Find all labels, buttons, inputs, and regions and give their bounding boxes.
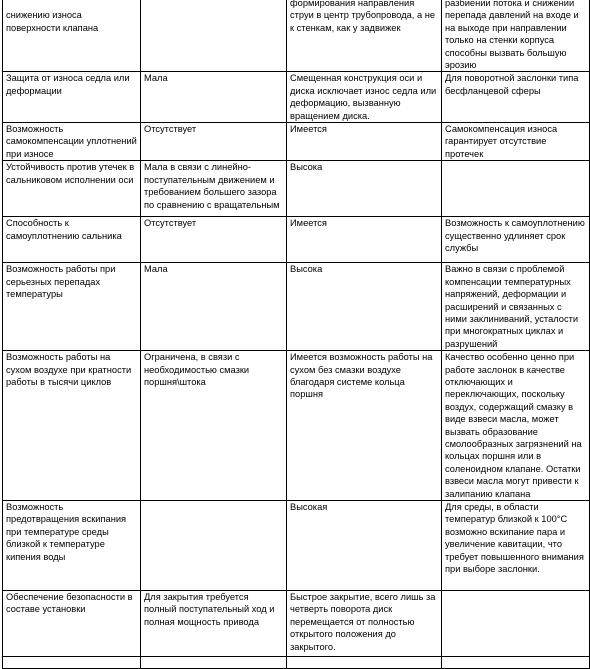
col4-cell: Для среды, в области температур близкой к 100°С возможно вскипание пара и увеличение кавитации, что требует повышенного внимания при выборе заслонки.: [442, 501, 590, 591]
table-row: [3, 72, 590, 123]
col2-cell: Ограничена, в связи с необходимостью смазки поршня\штока: [141, 351, 287, 501]
col4-cell: [442, 591, 590, 657]
table-row: [3, 351, 590, 501]
col4-cell: Важно в связи с проблемой компенсации температурных напряжений, деформации и расширений и связанных с ними заклиниваний, усталости при многократных циклах и разрушений: [442, 263, 590, 351]
col3-cell: Смещенная конструкция оси и диска исключает износ седла или деформацию, вызванную вращением диска.: [287, 72, 442, 123]
col4-cell: разбиении потока и снижении перепада давлений на входе и на выходе при направлении только на стенки корпуса способны вызвать большую эрозию: [442, 0, 590, 72]
table-row: [3, 591, 590, 657]
criterion-cell: Возможность работы при серьезных перепадах температуры: [3, 263, 141, 351]
col3-cell: Высока: [287, 161, 442, 217]
empty-cell: [141, 657, 287, 669]
criterion-cell: Возможность работы на сухом воздухе при кратности работы в тысячи циклов: [3, 351, 141, 501]
col2-cell: [141, 0, 287, 72]
col4-cell: Возможность к самоуплотнению существенно удлиняет срок службы: [442, 217, 590, 263]
table-body: [3, 0, 590, 669]
col4-cell: Для поворотной заслонки типа бесфланцевой сферы: [442, 72, 590, 123]
col3-cell: формирования направления струи в центр трубопровода, а не к стенкам, как у задвижек: [287, 0, 442, 72]
comparison-table: [2, 0, 590, 669]
col3-cell: Быстрое закрытие, всего лишь за четверть поворота диск перемещается от полностью открытого положения до закрытого.: [287, 591, 442, 657]
col3-cell: Имеется: [287, 217, 442, 263]
col4-cell: [442, 161, 590, 217]
col2-cell: [141, 501, 287, 591]
table-row: [3, 123, 590, 161]
table-row: [3, 0, 590, 72]
criterion-cell: Способность к самоуплотнению сальника: [3, 217, 141, 263]
col4-cell: Самокомпенсация износа гарантирует отсутствие протечек: [442, 123, 590, 161]
col2-cell: Мала: [141, 72, 287, 123]
table-row: [3, 501, 590, 591]
col2-cell: Отсутствует: [141, 217, 287, 263]
criterion-cell: Обеспечение безопасности в составе установки: [3, 591, 141, 657]
table-row: [3, 161, 590, 217]
col3-cell: Высока: [287, 263, 442, 351]
col3-cell: Высокая: [287, 501, 442, 591]
criterion-cell: снижению износа поверхности клапана: [3, 0, 141, 72]
col2-cell: Мала в связи с линейно-поступательным движением и требованием большего зазора по сравнению с вращательным: [141, 161, 287, 217]
criterion-cell: Защита от износа седла или деформации: [3, 72, 141, 123]
col4-cell: Качество особенно ценно при работе заслонок в качестве отключающих и переключающих, поскольку воздух, содержащий смазку в виде взвеси масла, может вызвать образование смолообразных загрязнений на кольцах поршня или в соленоидном клапане. Остатки взвеси масла могут привести к залипанию клапана: [442, 351, 590, 501]
col3-cell: Имеется возможность работы на сухом без смазки воздухе благодаря системе кольца поршня: [287, 351, 442, 501]
criterion-cell: Возможность предотвращения вскипания при температуре среды близкой к температуре кипения воды: [3, 501, 141, 591]
empty-cell: [287, 657, 442, 669]
table-row: [3, 263, 590, 351]
col2-cell: Отсутствует: [141, 123, 287, 161]
table-row: [3, 217, 590, 263]
criterion-cell: Возможность самокомпенсации уплотнений при износе: [3, 123, 141, 161]
col2-cell: Мала: [141, 263, 287, 351]
empty-cell: [442, 657, 590, 669]
col3-cell: Имеется: [287, 123, 442, 161]
col2-cell: Для закрытия требуется полный поступательный ход и полная мощность привода: [141, 591, 287, 657]
empty-cell: [3, 657, 141, 669]
criterion-cell: Устойчивость против утечек в сальниковом исполнении оси: [3, 161, 141, 217]
table-row: [3, 657, 590, 669]
